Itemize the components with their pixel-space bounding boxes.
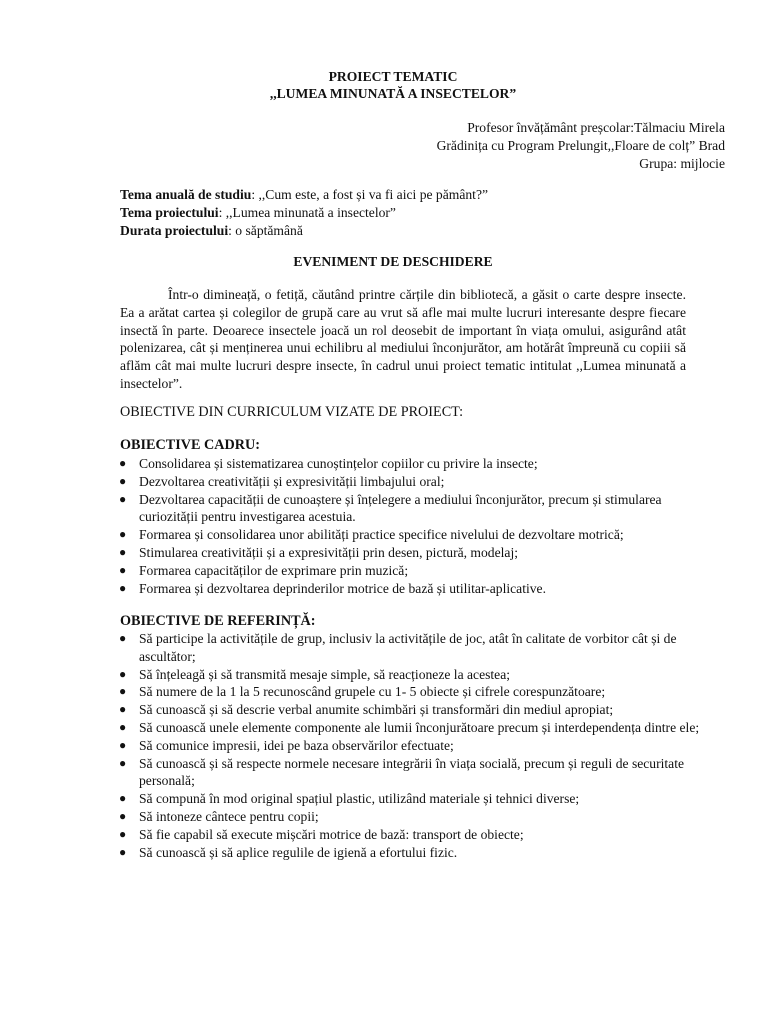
- event-heading: EVENIMENT DE DESCHIDERE: [293, 254, 493, 269]
- document-subtitle: ,,LUMEA MINUNATĂ A INSECTELOR”: [269, 86, 517, 101]
- bullet-icon: ●: [119, 791, 127, 806]
- list-item: [120, 683, 700, 701]
- meta-project-label: Tema proiectului: [120, 204, 219, 220]
- author-kindergarten: Grădinița cu Program Prelungit,,Floare de colț” Brad: [436, 137, 725, 153]
- bullet-icon: ●: [119, 491, 127, 506]
- list-item-text: Să compună în mod original spațiul plastic, utilizând materiale și tehnici diverse;: [139, 791, 580, 807]
- list-item: [120, 666, 700, 684]
- list-item-text: Să cunoască unele elemente componente ale lumii înconjurătoare precum și interdependența dintre ele;: [139, 719, 700, 735]
- meta-duration-label: Durata proiectului: [120, 222, 229, 238]
- bullet-icon: ●: [119, 544, 127, 559]
- list-item: [120, 755, 700, 791]
- reference-objectives-heading: OBIECTIVE DE REFERINȚĂ:: [120, 613, 316, 629]
- bullet-icon: ●: [119, 826, 127, 841]
- list-item: [120, 544, 700, 562]
- list-item-text: Consolidarea și sistematizarea cunoștințelor copiilor cu privire la insecte;: [139, 456, 538, 471]
- author-block: [437, 119, 725, 172]
- bullet-icon: ●: [119, 666, 127, 681]
- bullet-icon: ●: [119, 473, 127, 488]
- event-paragraph: Într-o dimineață, o fetiță, căutând printre cărțile din bibliotecă, a găsit o carte despre insecte. Ea a arătat cartea și colegilor de grupă care au vrut să afle mai multe lucruri interesante despre fiecare insectă în parte. Deoarece insectele joacă un rol deosebit de important în viața omului, asigurând atât polenizarea, cât și menținerea unui echilibru al mediului înconjurător, am hotărât împreună cu copiii să aflăm cât mai multe lucruri despre insecte, în cadrul unui proiect tematic intitulat ,,Lumea minunată a insectelor”.: [120, 287, 686, 391]
- list-item: [120, 455, 700, 473]
- list-item: [120, 491, 700, 527]
- bullet-icon: ●: [119, 737, 127, 752]
- list-item-text: Să fie capabil să execute mișcări motrice de bază: transport de obiecte;: [139, 826, 524, 842]
- list-item: [120, 826, 700, 844]
- reference-objectives-list: [120, 630, 700, 861]
- list-item-text: Să cunoască și să respecte normele necesare integrării în viața socială, precum și reguli de securitate personală;: [139, 755, 685, 789]
- bullet-icon: ●: [119, 580, 127, 595]
- meta-theme: [120, 186, 488, 204]
- bullet-icon: ●: [119, 719, 127, 734]
- list-item: [120, 630, 700, 666]
- bullet-icon: ●: [119, 684, 127, 699]
- list-item: [120, 701, 700, 719]
- project-meta: [120, 186, 488, 239]
- list-item-text: Dezvoltarea capacității de cunoaștere și înțelegere a mediului înconjurător, precum și stimularea curiozității pentru investigarea acestuia.: [139, 491, 662, 525]
- list-item: [120, 737, 700, 755]
- meta-theme-value: : ,,Cum este, a fost și va fi aici pe pământ?”: [251, 187, 489, 202]
- list-item-text: Stimularea creativității și a expresivității prin desen, pictură, modelaj;: [139, 544, 518, 560]
- list-item-text: Să numere de la 1 la 5 recunoscând grupele cu 1- 5 obiecte și cifrele corespunzătoare;: [139, 684, 606, 700]
- bullet-icon: ●: [119, 456, 127, 470]
- list-item: [120, 526, 700, 544]
- list-item-text: Formarea și dezvoltarea deprinderilor motrice de bază și utilitar-aplicative.: [139, 580, 546, 596]
- list-item-text: Formarea și consolidarea unor abilități practice specifice nivelului de dezvoltare motrică;: [139, 527, 624, 543]
- bullet-icon: ●: [119, 631, 127, 645]
- list-item: [120, 473, 700, 491]
- list-item-text: Să comunice impresii, idei pe baza observărilor efectuate;: [139, 737, 454, 753]
- frame-objectives-heading: OBIECTIVE CADRU:: [120, 437, 260, 453]
- bullet-icon: ●: [119, 808, 127, 823]
- list-item: [120, 562, 700, 580]
- frame-objectives-list: [120, 455, 700, 597]
- list-item: [120, 808, 700, 826]
- meta-project: [120, 204, 488, 222]
- bullet-icon: ●: [119, 755, 127, 770]
- bullet-icon: ●: [119, 702, 127, 717]
- bullet-icon: ●: [119, 527, 127, 542]
- list-item: [120, 719, 700, 737]
- list-item: [120, 580, 700, 598]
- list-item-text: Să cunoască și să aplice regulile de igienă a efortului fizic.: [139, 844, 458, 860]
- bullet-icon: ●: [119, 562, 127, 577]
- meta-duration: [120, 222, 488, 240]
- objectives-heading: OBIECTIVE DIN CURRICULUM VIZATE DE PROIECT:: [120, 404, 464, 420]
- list-item-text: Să cunoască și să descrie verbal anumite schimbări și transformări din mediul apropiat;: [139, 702, 614, 718]
- event-paragraph-block: [120, 286, 686, 393]
- meta-theme-label: Tema anuală de studiu: [120, 187, 252, 202]
- bullet-icon: ●: [119, 844, 127, 859]
- list-item-text: Formarea capacităților de exprimare prin muzică;: [139, 562, 409, 578]
- list-item-text: Să participe la activitățile de grup, inclusiv la activitățile de joc, atât în calitate de vorbitor cât și de ascultător;: [139, 631, 677, 664]
- list-item-text: Să intoneze cântece pentru copii;: [139, 808, 319, 824]
- document-title: PROIECT TEMATIC: [328, 69, 458, 84]
- meta-duration-value: : o săptămână: [228, 222, 303, 238]
- author-group: Grupa: mijlocie: [639, 155, 725, 171]
- author-name: Profesor învățământ preșcolar:Tălmaciu Mirela: [467, 120, 725, 135]
- meta-project-value: : ,,Lumea minunată a insectelor”: [218, 204, 396, 220]
- list-item: [120, 844, 700, 862]
- list-item: [120, 790, 700, 808]
- list-item-text: Dezvoltarea creativității și expresivității limbajului oral;: [139, 473, 445, 489]
- list-item-text: Să înțeleagă și să transmită mesaje simple, să reacționeze la acestea;: [139, 666, 511, 682]
